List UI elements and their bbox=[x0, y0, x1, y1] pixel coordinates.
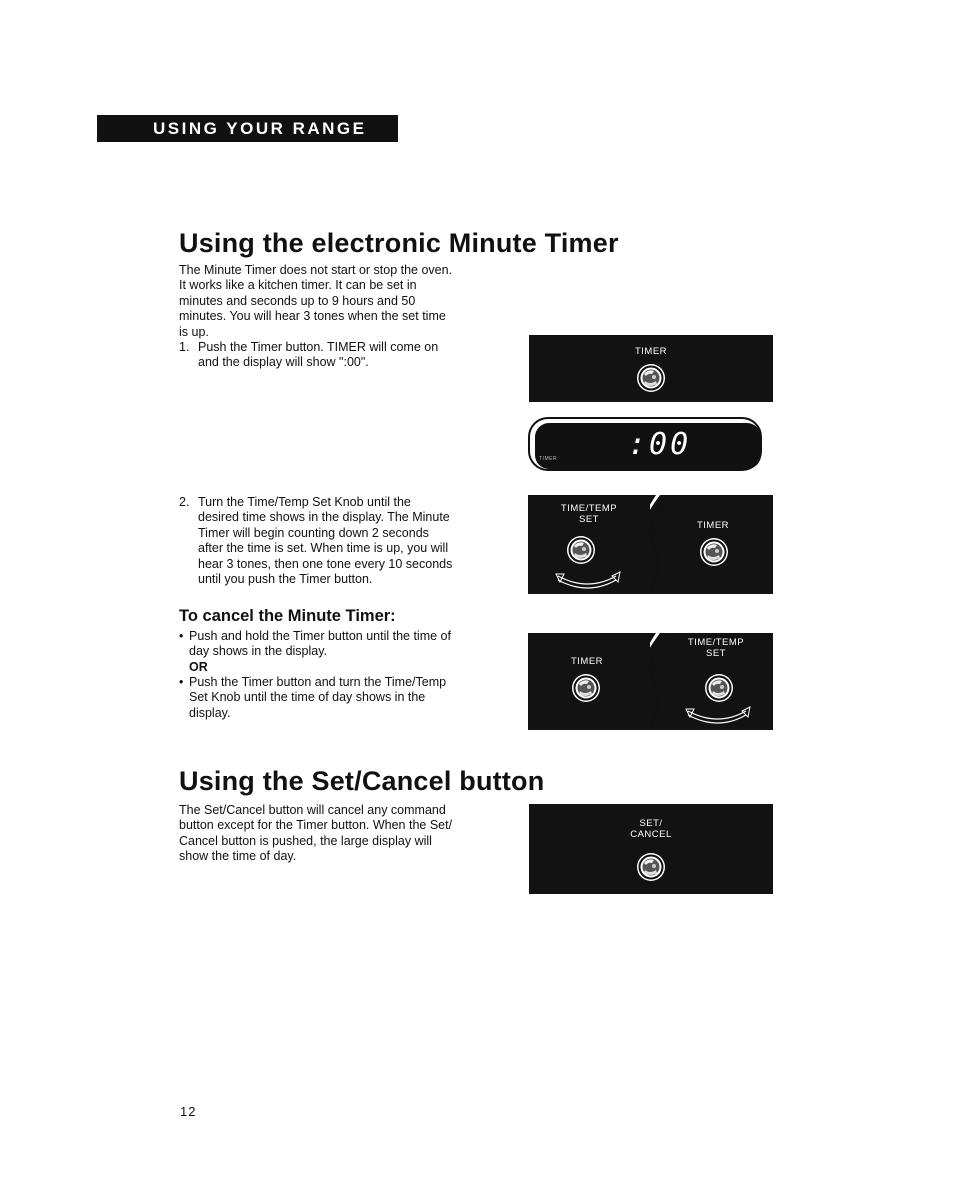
timer-label: TIMER bbox=[570, 656, 604, 667]
desc-line: show the time of day. bbox=[179, 849, 297, 864]
intro-line: It works like a kitchen timer. It can be set in bbox=[179, 278, 417, 293]
timer-button-icon[interactable] bbox=[636, 363, 666, 393]
setcancel-button-panel bbox=[529, 804, 773, 894]
setcancel-button-icon[interactable] bbox=[636, 852, 666, 882]
bullet-line: display. bbox=[189, 705, 231, 720]
timer-timetemp-panel bbox=[528, 633, 773, 730]
section-banner: USING YOUR RANGE bbox=[97, 115, 398, 142]
step-line: Push the Timer button. TIMER will come on bbox=[198, 340, 439, 354]
cancel-timer-heading: To cancel the Minute Timer: bbox=[179, 607, 396, 625]
intro-line: The Minute Timer does not start or stop the oven. bbox=[179, 263, 453, 277]
cancel-bullet-1 bbox=[179, 629, 489, 674]
display-value: :00 bbox=[628, 427, 692, 462]
bullet-line: Push the Timer button and turn the Time/Temp bbox=[189, 675, 447, 689]
intro-line: minutes and seconds up to 9 hours and 50 bbox=[179, 293, 416, 308]
oven-display bbox=[528, 417, 766, 477]
timetemp-set-knob-icon[interactable] bbox=[566, 535, 596, 565]
setcancel-label bbox=[529, 819, 773, 840]
step-line: hear 3 tones, then one tone every 10 seconds bbox=[198, 556, 453, 571]
timetemp-set-knob-icon[interactable] bbox=[704, 673, 734, 703]
desc-line: Cancel button is pushed, the large display will bbox=[179, 833, 432, 848]
bullet-line: Set Knob until the time of day shows in the bbox=[189, 690, 426, 705]
desc-line: The Set/Cancel button will cancel any command bbox=[179, 803, 446, 817]
step-1 bbox=[179, 340, 489, 372]
step-line: Timer will begin counting down 2 seconds bbox=[198, 525, 429, 540]
bullet-line: day shows in the display. bbox=[189, 644, 328, 659]
timer-button-icon[interactable] bbox=[571, 673, 601, 703]
timer-label: TIMER bbox=[696, 520, 730, 531]
timetemp-label bbox=[681, 638, 751, 659]
timetemp-label-line1: TIME/TEMP bbox=[560, 503, 618, 514]
timetemp-label-line2: SET bbox=[706, 647, 726, 659]
intro-line: minutes. You will hear 3 tones when the set time bbox=[179, 309, 446, 324]
step-number: 1. bbox=[179, 340, 190, 354]
rotate-arrow-icon bbox=[554, 570, 622, 590]
or-label: OR bbox=[189, 659, 208, 674]
step-line: Turn the Time/Temp Set Knob until the bbox=[198, 495, 411, 509]
rotate-arrow-icon bbox=[684, 705, 752, 725]
bullet-icon: • bbox=[179, 675, 184, 689]
timer-button-panel bbox=[529, 335, 773, 402]
timer-label: TIMER bbox=[634, 346, 668, 357]
step-line: until you push the Timer button. bbox=[198, 572, 373, 587]
intro-line: is up. bbox=[179, 324, 209, 339]
step-2 bbox=[179, 495, 489, 590]
cancel-bullet-2 bbox=[179, 675, 489, 723]
timetemp-label-line1: TIME/TEMP bbox=[687, 637, 745, 648]
timer-button-icon[interactable] bbox=[699, 537, 729, 567]
display-timer-indicator: TIMER bbox=[539, 456, 558, 462]
setcancel-label-line1: SET/ bbox=[639, 818, 663, 829]
step-line: and the display will show ":00". bbox=[198, 355, 369, 370]
setcancel-label-line2: CANCEL bbox=[630, 828, 672, 840]
timetemp-label bbox=[554, 504, 624, 525]
desc-line: button except for the Timer button. When the Set/ bbox=[179, 818, 453, 833]
bullet-line: Push and hold the Timer button until the time of bbox=[189, 629, 451, 643]
timer-intro bbox=[179, 263, 489, 340]
timetemp-timer-panel bbox=[528, 495, 773, 594]
setcancel-description bbox=[179, 803, 489, 865]
timetemp-label-line2: SET bbox=[579, 513, 599, 525]
timer-section-title: Using the electronic Minute Timer bbox=[179, 228, 619, 258]
page-number: 12 bbox=[180, 1104, 197, 1119]
step-line: desired time shows in the display. The Minute bbox=[198, 510, 450, 525]
setcancel-section-title: Using the Set/Cancel button bbox=[179, 766, 545, 796]
step-number: 2. bbox=[179, 495, 190, 509]
bullet-icon: • bbox=[179, 629, 184, 643]
step-line: after the time is set. When time is up, you will bbox=[198, 541, 449, 556]
